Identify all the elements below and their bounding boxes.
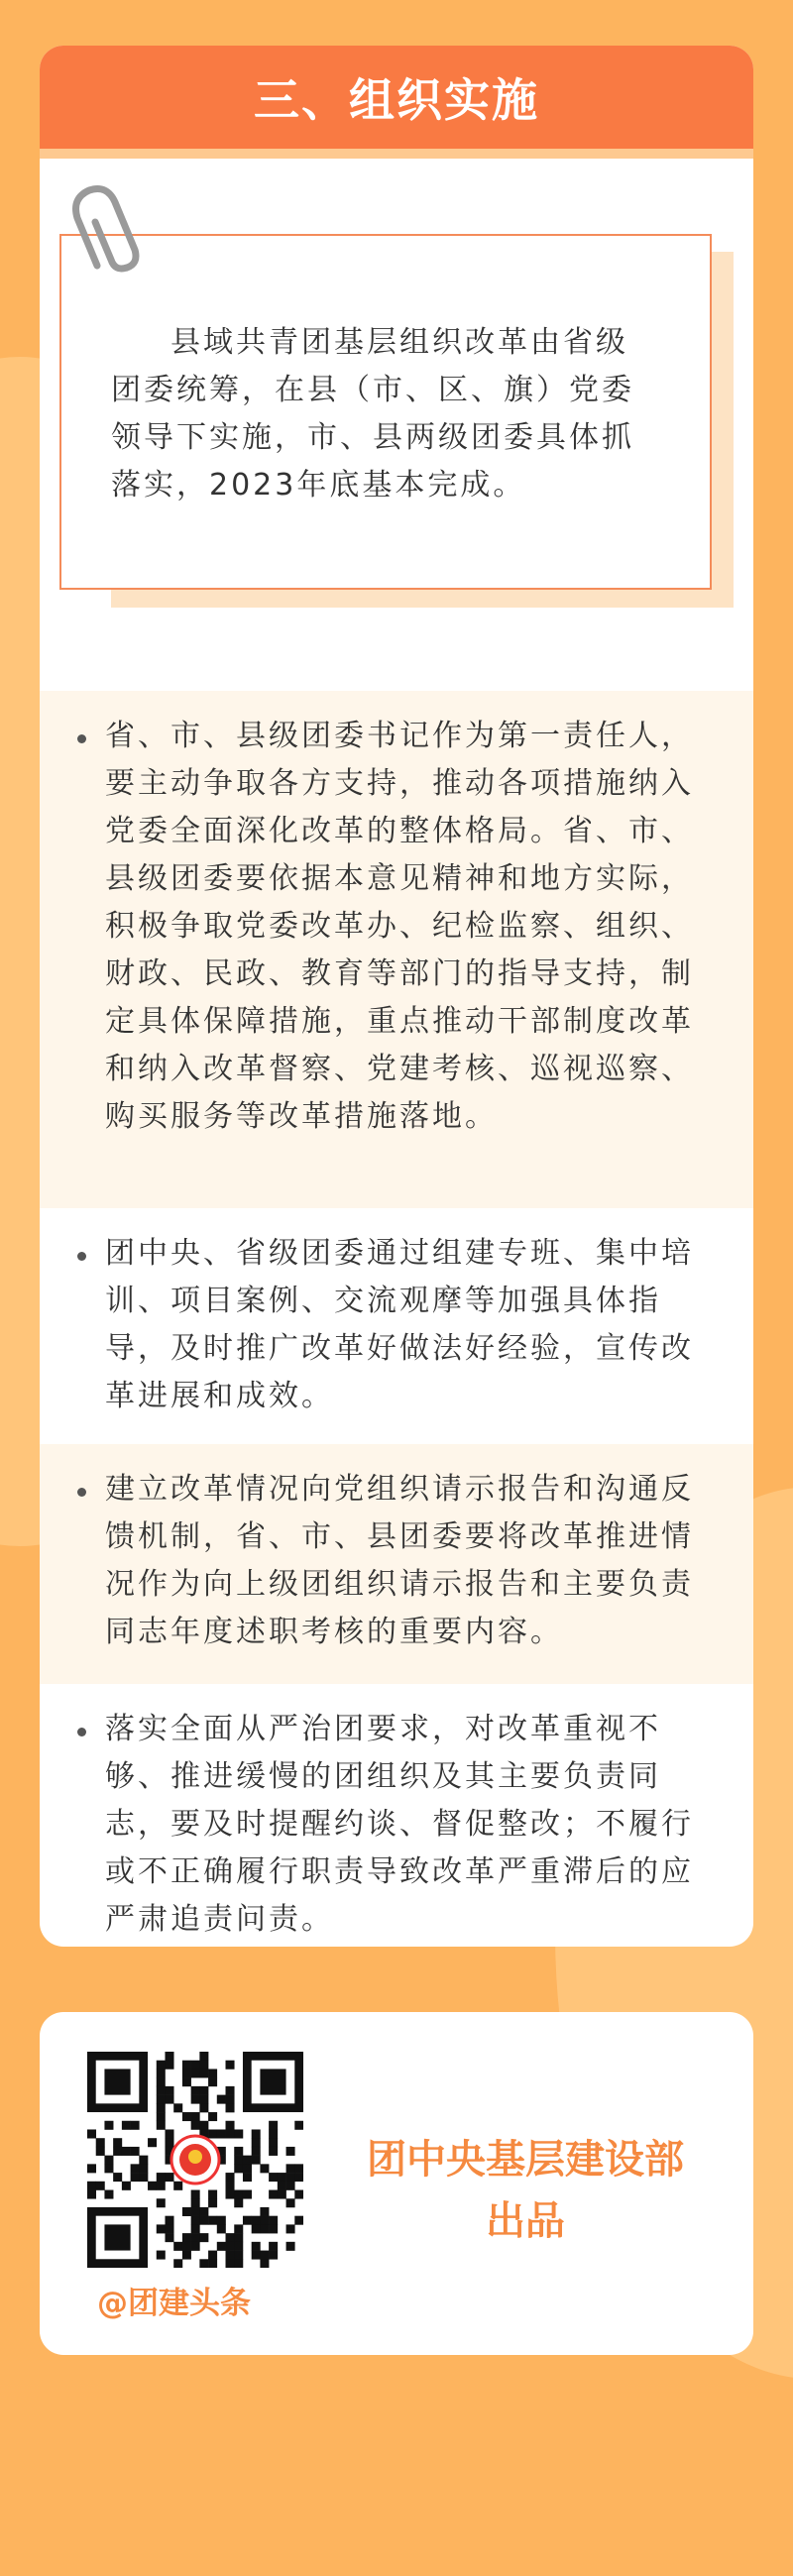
list-item <box>40 1208 753 1444</box>
footer-card <box>40 2012 753 2355</box>
list-item-text: 团中央、省级团委通过组建专班、集中培训、项目案例、交流观摩等加强具体指导，及时推广改革好做法好经验，宣传改革进展和成效。 <box>105 1236 694 1413</box>
bullet-dot <box>77 1252 86 1261</box>
intro-text: 县域共青团基层组织改革由省级团委统筹，在县（市、区、旗）党委领导下实施，市、县两级团委具体抓落实，2023年底基本完成。 <box>111 325 634 503</box>
intro-block <box>40 159 753 691</box>
list-item-text: 落实全面从严治团要求，对改革重视不够、推进缓慢的团组织及其主要负责同志，要及时提醒约谈、督促整改；不履行或不正确履行职责导致改革严重滞后的应严肃追责问责。 <box>105 1712 694 1937</box>
qr-code-icon[interactable] <box>87 2052 303 2268</box>
section-header <box>40 46 753 159</box>
bullet-dot <box>77 734 86 743</box>
account-handle: @团建头条 <box>97 2286 251 2321</box>
main-card <box>40 46 753 1947</box>
list-item <box>40 1444 753 1684</box>
intro-box <box>59 234 712 590</box>
paperclip-icon <box>69 176 149 285</box>
publisher-line: 团中央基层建设部 <box>367 2137 684 2183</box>
section-title: 三、组织实施 <box>254 73 539 127</box>
publisher-credit <box>327 2129 724 2252</box>
list-item-text: 建立改革情况向党组织请示报告和沟通反馈机制，省、市、县团委要将改革推进情况作为向上级团组织请示报告和主要负责同志年度述职考核的重要内容。 <box>105 1472 694 1649</box>
bullet-dot <box>77 1728 86 1736</box>
list-item <box>40 691 753 1208</box>
bullet-dot <box>77 1488 86 1497</box>
publisher-line: 出品 <box>486 2198 565 2244</box>
list-item-text: 省、市、县级团委书记作为第一责任人，要主动争取各方支持，推动各项措施纳入党委全面深化改革的整体格局。省、市、县级团委要依据本意见精神和地方实际，积极争取党委改革办、纪检监察、组织、财政、民政、教育等部门的指导支持，制定具体保障措施，重点推动干部制度改革和纳入改革督察、党建考核、巡视巡察、购买服务等改革措施落地。 <box>105 719 694 1134</box>
list-item <box>40 1684 753 1947</box>
